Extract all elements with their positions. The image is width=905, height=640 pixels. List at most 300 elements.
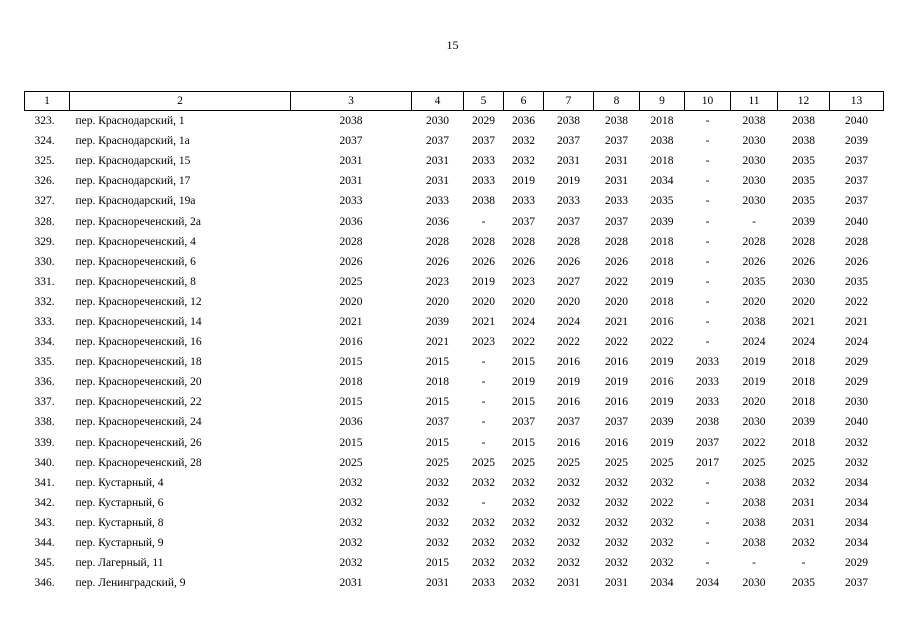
year-cell: 2032: [557, 476, 580, 489]
year-cell: 2034: [845, 516, 868, 529]
row-number-cell: 343.: [34, 516, 55, 529]
row-number-cell: 325.: [34, 155, 55, 168]
year-cell: 2022: [742, 436, 766, 449]
year-cell: 2037: [426, 135, 449, 148]
year-cell: 2032: [339, 476, 363, 489]
address-cell: пер. Краснодарский, 1: [75, 115, 185, 128]
year-cell: 2040: [845, 416, 868, 429]
address-cell: пер. Краснореченский, 6: [75, 255, 196, 268]
year-cell: 2032: [426, 476, 449, 489]
year-cell: 2027: [557, 275, 580, 288]
year-cell: 2038: [792, 115, 815, 128]
year-cell: -: [481, 436, 486, 449]
address-cell: пер. Кустарный, 8: [75, 516, 164, 529]
year-cell: 2018: [650, 235, 674, 248]
year-cell: 2015: [339, 436, 363, 449]
year-cell: 2025: [792, 456, 815, 469]
year-cell: 2033: [339, 195, 363, 208]
row-number-cell: 340.: [34, 456, 55, 469]
year-cell: 2024: [557, 315, 580, 328]
year-cell: 2032: [339, 516, 363, 529]
year-cell: 2026: [339, 255, 363, 268]
year-cell: 2032: [557, 557, 580, 570]
year-cell: 2016: [557, 356, 580, 369]
year-cell: 2032: [339, 537, 363, 550]
address-cell: пер. Кустарный, 6: [75, 496, 164, 509]
year-cell: 2025: [512, 456, 535, 469]
year-cell: 2030: [742, 155, 766, 168]
year-cell: 2037: [557, 215, 580, 228]
year-cell: -: [705, 476, 710, 489]
year-cell: 2031: [557, 155, 580, 168]
year-cell: 2034: [650, 577, 674, 590]
address-cell: пер. Краснореченский, 4: [75, 235, 196, 248]
year-cell: -: [705, 557, 710, 570]
address-cell: пер. Краснореченский, 8: [75, 275, 196, 288]
year-cell: 2025: [472, 456, 495, 469]
year-cell: 2032: [339, 496, 363, 509]
year-cell: 2025: [426, 456, 449, 469]
year-cell: 2032: [472, 516, 495, 529]
year-cell: 2032: [512, 155, 535, 168]
year-cell: 2024: [792, 336, 815, 349]
row-number-cell: 335.: [34, 356, 55, 369]
year-cell: 2032: [557, 496, 580, 509]
year-cell: 2025: [557, 456, 580, 469]
year-cell: 2021: [426, 336, 449, 349]
year-cell: 2019: [650, 436, 674, 449]
year-cell: 2022: [512, 336, 535, 349]
year-cell: 2015: [426, 356, 449, 369]
year-cell: 2032: [845, 436, 868, 449]
year-cell: 2032: [426, 516, 449, 529]
year-cell: 2018: [792, 396, 815, 409]
year-cell: 2031: [339, 175, 363, 188]
row-number-cell: 341.: [34, 476, 55, 489]
year-cell: 2034: [845, 476, 868, 489]
row-number-cell: 332.: [34, 295, 55, 308]
year-cell: 2031: [339, 155, 363, 168]
year-cell: 2032: [512, 135, 535, 148]
year-cell: 2017: [696, 456, 719, 469]
year-cell: 2021: [605, 315, 628, 328]
year-cell: -: [705, 496, 710, 509]
year-cell: 2021: [339, 315, 363, 328]
year-cell: 2019: [557, 376, 580, 389]
table-row: [25, 453, 884, 473]
address-cell: пер. Краснореченский, 28: [75, 456, 202, 469]
year-cell: 2018: [792, 436, 815, 449]
year-cell: 2025: [339, 456, 363, 469]
table-row: [25, 131, 884, 151]
year-cell: 2036: [339, 416, 363, 429]
year-cell: 2040: [845, 215, 868, 228]
year-cell: 2037: [426, 416, 449, 429]
year-cell: 2032: [650, 557, 674, 570]
year-cell: 2026: [845, 255, 868, 268]
year-cell: 2028: [792, 235, 815, 248]
year-cell: 2019: [650, 396, 674, 409]
year-cell: -: [801, 557, 806, 570]
table-row: [25, 312, 884, 332]
year-cell: -: [481, 356, 486, 369]
year-cell: 2018: [339, 376, 363, 389]
table-row: [25, 493, 884, 513]
table-row: [25, 433, 884, 453]
table-row: [25, 352, 884, 372]
year-cell: 2037: [605, 215, 628, 228]
year-cell: 2020: [557, 295, 580, 308]
header-row: [25, 92, 884, 111]
year-cell: 2036: [339, 215, 363, 228]
year-cell: 2030: [742, 135, 766, 148]
year-cell: 2032: [512, 557, 535, 570]
address-cell: пер. Краснореченский, 16: [75, 336, 202, 349]
column-header: 10: [685, 92, 731, 111]
year-cell: 2038: [605, 115, 628, 128]
year-cell: 2039: [792, 215, 815, 228]
table-body: [25, 111, 884, 594]
year-cell: 2019: [742, 376, 766, 389]
year-cell: 2032: [512, 516, 535, 529]
year-cell: 2030: [426, 115, 449, 128]
year-cell: 2033: [696, 356, 719, 369]
year-cell: 2038: [742, 315, 766, 328]
year-cell: 2025: [605, 456, 628, 469]
year-cell: 2031: [792, 516, 815, 529]
year-cell: 2037: [512, 215, 535, 228]
year-cell: 2030: [845, 396, 868, 409]
year-cell: -: [752, 215, 756, 228]
table-row: [25, 412, 884, 432]
row-number-cell: 338.: [34, 416, 55, 429]
table-row: [25, 573, 884, 593]
year-cell: 2016: [605, 396, 628, 409]
row-number-cell: 334.: [34, 336, 55, 349]
year-cell: 2019: [650, 275, 674, 288]
year-cell: 2032: [650, 476, 674, 489]
row-number-cell: 331.: [34, 275, 55, 288]
year-cell: 2037: [845, 175, 868, 188]
year-cell: 2032: [426, 537, 449, 550]
year-cell: 2038: [339, 115, 363, 128]
table-row: [25, 111, 884, 132]
year-cell: 2031: [426, 155, 449, 168]
year-cell: 2035: [742, 275, 766, 288]
year-cell: 2023: [472, 336, 495, 349]
year-cell: -: [481, 215, 486, 228]
housing-schedule-table: [24, 91, 884, 593]
year-cell: -: [705, 336, 710, 349]
table-row: [25, 473, 884, 493]
year-cell: 2038: [742, 496, 766, 509]
column-header: 4: [412, 92, 464, 111]
year-cell: 2032: [605, 537, 628, 550]
year-cell: 2038: [742, 516, 766, 529]
year-cell: 2015: [339, 356, 363, 369]
year-cell: 2033: [472, 175, 495, 188]
column-header: 13: [830, 92, 884, 111]
address-cell: пер. Краснореченский, 22: [75, 396, 202, 409]
table-row: [25, 372, 884, 392]
row-number-cell: 345.: [34, 557, 55, 570]
year-cell: 2019: [605, 376, 628, 389]
year-cell: 2031: [426, 577, 449, 590]
year-cell: 2015: [512, 396, 535, 409]
address-cell: пер. Краснореченский, 2а: [75, 215, 202, 228]
year-cell: 2031: [557, 577, 580, 590]
table-row: [25, 513, 884, 533]
column-header: 11: [731, 92, 778, 111]
year-cell: 2038: [650, 135, 674, 148]
address-cell: пер. Краснореченский, 26: [75, 436, 202, 449]
year-cell: 2024: [512, 315, 535, 328]
year-cell: 2032: [605, 496, 628, 509]
column-header: 8: [594, 92, 640, 111]
year-cell: 2016: [650, 376, 674, 389]
year-cell: 2032: [512, 537, 535, 550]
year-cell: 2033: [557, 195, 580, 208]
year-cell: 2032: [512, 577, 535, 590]
year-cell: 2015: [512, 436, 535, 449]
year-cell: 2032: [512, 476, 535, 489]
year-cell: 2035: [792, 195, 815, 208]
address-cell: пер. Краснореченский, 12: [75, 295, 202, 308]
year-cell: 2025: [742, 456, 766, 469]
year-cell: 2033: [696, 396, 719, 409]
row-number-cell: 342.: [34, 496, 55, 509]
address-cell: пер. Краснодарский, 15: [75, 155, 191, 168]
year-cell: 2029: [845, 557, 868, 570]
column-header: 12: [778, 92, 830, 111]
year-cell: 2015: [512, 356, 535, 369]
address-cell: пер. Краснодарский, 17: [75, 175, 191, 188]
year-cell: 2021: [845, 315, 868, 328]
year-cell: 2030: [742, 175, 766, 188]
year-cell: 2032: [605, 516, 628, 529]
year-cell: -: [705, 175, 710, 188]
year-cell: -: [752, 557, 756, 570]
table-row: [25, 332, 884, 352]
row-number-cell: 346.: [34, 577, 55, 590]
year-cell: 2022: [650, 496, 674, 509]
table-row: [25, 553, 884, 573]
year-cell: 2039: [845, 135, 868, 148]
year-cell: 2032: [472, 537, 495, 550]
column-header: 6: [504, 92, 544, 111]
year-cell: 2016: [605, 436, 628, 449]
year-cell: 2020: [605, 295, 628, 308]
address-cell: пер. Лагерный, 11: [75, 557, 164, 570]
year-cell: 2038: [792, 135, 815, 148]
table-row: [25, 272, 884, 292]
year-cell: 2019: [742, 356, 766, 369]
year-cell: 2031: [792, 496, 815, 509]
year-cell: 2032: [426, 496, 449, 509]
year-cell: 2026: [426, 255, 449, 268]
table-row: [25, 151, 884, 171]
year-cell: 2034: [696, 577, 719, 590]
year-cell: -: [481, 496, 486, 509]
year-cell: 2032: [845, 456, 868, 469]
year-cell: 2035: [845, 275, 868, 288]
year-cell: -: [481, 376, 486, 389]
year-cell: 2032: [472, 476, 495, 489]
year-cell: 2022: [605, 275, 628, 288]
table-row: [25, 191, 884, 211]
row-number-cell: 328.: [34, 215, 55, 228]
year-cell: -: [705, 315, 710, 328]
year-cell: -: [705, 516, 710, 529]
year-cell: 2032: [792, 537, 815, 550]
year-cell: 2030: [792, 275, 815, 288]
year-cell: 2020: [742, 295, 766, 308]
year-cell: 2026: [512, 255, 535, 268]
row-number-cell: 323.: [34, 115, 55, 128]
year-cell: 2028: [426, 235, 449, 248]
year-cell: 2015: [426, 557, 449, 570]
column-header: 3: [291, 92, 412, 111]
year-cell: 2021: [792, 315, 815, 328]
row-number-cell: 326.: [34, 175, 55, 188]
year-cell: 2018: [792, 356, 815, 369]
year-cell: -: [481, 396, 486, 409]
year-cell: 2032: [650, 537, 674, 550]
year-cell: 2032: [512, 496, 535, 509]
year-cell: 2031: [339, 577, 363, 590]
year-cell: 2032: [339, 557, 363, 570]
year-cell: 2025: [650, 456, 674, 469]
year-cell: 2037: [845, 577, 868, 590]
year-cell: 2040: [845, 115, 868, 128]
year-cell: 2035: [650, 195, 674, 208]
year-cell: 2028: [472, 235, 495, 248]
address-cell: пер. Кустарный, 4: [75, 476, 164, 489]
year-cell: 2038: [557, 115, 580, 128]
year-cell: 2026: [742, 255, 766, 268]
year-cell: 2038: [696, 416, 719, 429]
year-cell: 2022: [650, 336, 674, 349]
year-cell: 2035: [792, 155, 815, 168]
year-cell: 2020: [792, 295, 815, 308]
year-cell: 2024: [742, 336, 766, 349]
address-cell: пер. Краснореченский, 18: [75, 356, 202, 369]
year-cell: -: [705, 295, 710, 308]
year-cell: 2028: [512, 235, 535, 248]
table-row: [25, 533, 884, 553]
year-cell: 2019: [472, 275, 495, 288]
year-cell: 2028: [339, 235, 363, 248]
year-cell: 2034: [845, 496, 868, 509]
page-number: 15: [446, 38, 459, 52]
year-cell: 2033: [605, 195, 628, 208]
year-cell: -: [705, 255, 710, 268]
year-cell: 2018: [650, 255, 674, 268]
year-cell: 2031: [605, 175, 628, 188]
year-cell: 2037: [339, 135, 363, 148]
year-cell: 2030: [742, 577, 766, 590]
address-cell: пер. Кустарный, 9: [75, 537, 164, 550]
year-cell: 2038: [742, 476, 766, 489]
year-cell: 2037: [845, 195, 868, 208]
table-row: [25, 211, 884, 231]
year-cell: 2020: [512, 295, 535, 308]
year-cell: 2035: [792, 577, 815, 590]
year-cell: 2033: [512, 195, 535, 208]
year-cell: 2018: [650, 115, 674, 128]
year-cell: 2037: [557, 135, 580, 148]
row-number-cell: 327.: [34, 195, 55, 208]
column-header: 9: [640, 92, 685, 111]
year-cell: 2018: [650, 155, 674, 168]
year-cell: 2037: [696, 436, 719, 449]
year-cell: 2022: [557, 336, 580, 349]
year-cell: 2032: [472, 557, 495, 570]
year-cell: 2038: [742, 115, 766, 128]
year-cell: 2031: [605, 577, 628, 590]
year-cell: -: [705, 275, 710, 288]
year-cell: 2033: [696, 376, 719, 389]
column-header: 5: [464, 92, 504, 111]
year-cell: 2032: [605, 476, 628, 489]
table-row: [25, 392, 884, 412]
year-cell: -: [705, 115, 710, 128]
address-cell: пер. Краснореченский, 20: [75, 376, 202, 389]
address-cell: пер. Краснодарский, 19а: [75, 195, 196, 208]
year-cell: 2038: [742, 537, 766, 550]
year-cell: 2039: [426, 315, 449, 328]
year-cell: 2032: [650, 516, 674, 529]
year-cell: 2032: [792, 476, 815, 489]
year-cell: 2037: [605, 416, 628, 429]
year-cell: 2030: [742, 195, 766, 208]
year-cell: 2029: [845, 356, 868, 369]
year-cell: 2023: [512, 275, 535, 288]
row-number-cell: 329.: [34, 235, 55, 248]
year-cell: 2033: [472, 155, 495, 168]
year-cell: 2016: [557, 396, 580, 409]
year-cell: 2016: [650, 315, 674, 328]
year-cell: 2019: [650, 356, 674, 369]
year-cell: 2030: [742, 416, 766, 429]
year-cell: 2037: [472, 135, 495, 148]
year-cell: 2031: [605, 155, 628, 168]
year-cell: 2028: [845, 235, 868, 248]
table-row: [25, 171, 884, 191]
address-cell: пер. Краснодарский, 1а: [75, 135, 190, 148]
year-cell: 2023: [426, 275, 449, 288]
year-cell: 2039: [792, 416, 815, 429]
table-row: [25, 292, 884, 312]
year-cell: 2015: [339, 396, 363, 409]
year-cell: 2032: [557, 516, 580, 529]
address-cell: пер. Краснореченский, 24: [75, 416, 202, 429]
year-cell: 2022: [605, 336, 628, 349]
year-cell: -: [705, 135, 710, 148]
year-cell: -: [705, 215, 710, 228]
year-cell: -: [705, 537, 710, 550]
year-cell: 2037: [845, 155, 868, 168]
year-cell: 2037: [512, 416, 535, 429]
year-cell: 2021: [472, 315, 495, 328]
column-header: 2: [70, 92, 291, 111]
year-cell: 2028: [605, 235, 628, 248]
year-cell: 2026: [472, 255, 495, 268]
year-cell: 2029: [472, 115, 495, 128]
year-cell: 2032: [605, 557, 628, 570]
year-cell: -: [705, 155, 710, 168]
year-cell: 2019: [512, 175, 535, 188]
